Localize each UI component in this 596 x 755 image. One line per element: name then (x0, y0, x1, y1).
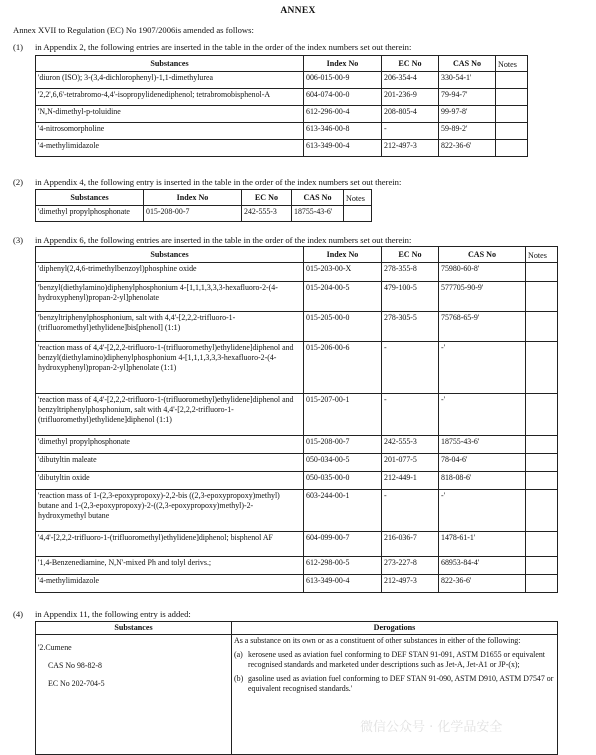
index-no-cell: 612-296-00-4 (304, 106, 382, 123)
table-header-row (36, 190, 372, 206)
table-row (36, 206, 372, 222)
index-no-cell: 613-349-00-4 (304, 575, 382, 593)
index-no-cell: 613-346-00-8 (304, 123, 382, 140)
section-3-heading (13, 235, 411, 245)
notes-cell (526, 575, 558, 593)
header-substances: Substances (36, 247, 304, 263)
notes-cell (526, 557, 558, 575)
notes-cell (526, 394, 558, 436)
derogation-label: (b) (234, 674, 244, 683)
index-no-cell: 603-244-00-1 (304, 490, 382, 532)
header-notes: Notes (344, 190, 372, 206)
ec-no-cell: - (382, 394, 439, 436)
table-row (36, 454, 558, 472)
cas-no-cell: 18755-43-6' (439, 436, 526, 454)
substance-cell: '4,4'-[2,2,2-trifluoro-1-(trifluoromethyl)ethylidene]diphenol; bisphenol AF (36, 532, 304, 557)
substance-cell: 'dibutyltin oxide (36, 472, 304, 490)
table-row (36, 557, 558, 575)
table-row (36, 490, 558, 532)
substance-cell: 'reaction mass of 4,4'-[2,2,2-trifluoro-1-(trifluoromethyl)ethylidene]diphenol and benzyl(diethylamino)diphenylphosphonium 4-[1,1,1,3,3,3-hexafluoro-2-(4-hydroxyphenyl)propan-2-yl]phenolate (1:1) (36, 342, 304, 394)
table-row (36, 532, 558, 557)
ec-no-cell: 242-555-3 (382, 436, 439, 454)
ec-no-cell: 208-805-4 (382, 106, 439, 123)
notes-cell (496, 72, 528, 89)
watermark-text: 微信公众号 · 化学品安全 (360, 720, 503, 735)
table-header-row (36, 247, 558, 263)
index-no-cell: 015-203-00-X (304, 263, 382, 282)
cas-no-cell: 818-08-6' (439, 472, 526, 490)
derogation-item-b (234, 674, 555, 694)
ec-no-cell: - (382, 123, 439, 140)
header-ec-no: EC No (382, 56, 439, 72)
index-no-cell: 006-015-00-9 (304, 72, 382, 89)
ec-no-cell: 479-100-5 (382, 282, 439, 312)
section-text: in Appendix 6, the following entries are inserted in the table in the order of the index numbers set out therein: (35, 235, 412, 245)
index-no-cell: 612-298-00-5 (304, 557, 382, 575)
index-no-cell: 050-035-00-0 (304, 472, 382, 490)
notes-cell (344, 206, 372, 222)
header-ec-no: EC No (382, 247, 439, 263)
substance-cell: 'dimethyl propylphosphonate (36, 436, 304, 454)
header-notes: Notes (496, 56, 528, 72)
table-row (36, 263, 558, 282)
table-header-row (36, 56, 528, 72)
table-row (36, 140, 528, 157)
substance-cell: 'dibutyltin maleate (36, 454, 304, 472)
cas-no-cell: 75768-65-9' (439, 312, 526, 342)
substance-cell: 'diphenyl(2,4,6-trimethylbenzoyl)phosphine oxide (36, 263, 304, 282)
cas-no-cell: 18755-43-6' (292, 206, 344, 222)
table-row (36, 342, 558, 394)
substance-cell: 'reaction mass of 1-(2,3-epoxypropoxy)-2,2-bis ((2,3-epoxypropoxy)methyl) butane and 1-(2,3-epoxypropoxy)-2-((2,3-epoxypropoxy)methyl)-2-hydroxymethyl butane (36, 490, 304, 532)
notes-cell (526, 282, 558, 312)
notes-cell (526, 436, 558, 454)
index-no-cell: 015-208-00-7 (304, 436, 382, 454)
ec-no-cell: 201-077-5 (382, 454, 439, 472)
index-no-cell: 604-099-00-7 (304, 532, 382, 557)
index-no-cell: 015-207-00-1 (304, 394, 382, 436)
cas-no-cell: 1478-61-1' (439, 532, 526, 557)
ec-no-cell: 212-497-3 (382, 575, 439, 593)
cas-no-cell: 330-54-1' (439, 72, 496, 89)
header-substances: Substances (36, 622, 232, 635)
notes-cell (496, 89, 528, 106)
substance-cell: '4-methylimidazole (36, 575, 304, 593)
section-number: (2) (13, 177, 24, 187)
cas-no-cell: 99-97-8' (439, 106, 496, 123)
cas-no-cell: 79-94-7' (439, 89, 496, 106)
table-row (36, 123, 528, 140)
header-notes: Notes (526, 247, 558, 263)
table-row (36, 635, 558, 755)
ec-no-cell: - (382, 342, 439, 394)
cumene-cell (36, 635, 232, 755)
header-derogations: Derogations (232, 622, 558, 635)
appendix-2-table (35, 55, 528, 157)
derogation-label: (a) (234, 650, 243, 659)
derogation-text: kerosene used as aviation fuel conforming to DEF STAN 91-091, ASTM D1655 or equivalent recognised standards and marketed under descriptions such as Jet-A, Jet-A1 or JP-(x); (248, 650, 545, 669)
header-cas-no: CAS No (439, 247, 526, 263)
table-row (36, 106, 528, 123)
section-text: in Appendix 4, the following entry is inserted in the table in the order of the index numbers set out therein: (35, 177, 402, 187)
notes-cell (526, 490, 558, 532)
intro-text: Annex XVII to Regulation (EC) No 1907/2006is amended as follows: (13, 25, 254, 35)
ec-no-cell: 273-227-8 (382, 557, 439, 575)
header-index-no: Index No (144, 190, 242, 206)
substance-cell: 'diuron (ISO); 3-(3,4-dichlorophenyl)-1,1-dimethylurea (36, 72, 304, 89)
ec-no-cell: 201-236-9 (382, 89, 439, 106)
index-no-cell: 050-034-00-5 (304, 454, 382, 472)
section-number: (1) (13, 42, 24, 52)
appendix-6-table (35, 246, 558, 593)
substance-cell: 'reaction mass of 4,4'-[2,2,2-trifluoro-1-(trifluoromethyl)ethylidene]diphenol and benzyltriphenylphosphonium, salt with 4,4'-[2,2,2-trifluoro-1-(trifluoromethyl)ethylidene]diphenol (1:1) (36, 394, 304, 436)
table-row (36, 575, 558, 593)
ec-no-cell: 216-036-7 (382, 532, 439, 557)
section-text: in Appendix 11, the following entry is added: (35, 609, 191, 619)
cas-no-cell: -' (439, 490, 526, 532)
header-substances: Substances (36, 56, 304, 72)
appendix-4-table (35, 189, 372, 222)
header-ec-no: EC No (242, 190, 292, 206)
index-no-cell: 015-204-00-5 (304, 282, 382, 312)
ec-no-cell: 206-354-4 (382, 72, 439, 89)
cas-no-cell: -' (439, 342, 526, 394)
header-cas-no: CAS No (439, 56, 496, 72)
cumene-name: '2.Cumene (38, 643, 72, 652)
ec-no-cell: 278-355-8 (382, 263, 439, 282)
substance-cell: '4-nitrosomorpholine (36, 123, 304, 140)
substance-cell: 'benzyltriphenylphosphonium, salt with 4,4'-[2,2,2-trifluoro-1-(trifluoromethyl)ethylidene]bis[phenol] (1:1) (36, 312, 304, 342)
cas-no-cell: 822-36-6' (439, 140, 496, 157)
notes-cell (526, 532, 558, 557)
table-row (36, 72, 528, 89)
ec-no-cell: 278-305-5 (382, 312, 439, 342)
section-2-heading (13, 177, 401, 187)
cas-no-cell: 78-04-6' (439, 454, 526, 472)
table-row (36, 312, 558, 342)
section-number: (3) (13, 235, 24, 245)
notes-cell (526, 342, 558, 394)
notes-cell (526, 312, 558, 342)
ec-no-cell: 212-497-3 (382, 140, 439, 157)
table-row (36, 282, 558, 312)
table-row (36, 394, 558, 436)
substance-cell: 'dimethyl propylphosphonate (36, 206, 144, 222)
derogation-text: gasoline used as aviation fuel conforming to DEF STAN 91-090, ASTM D910, ASTM D7547 or equivalent recognised standards.' (248, 674, 554, 693)
index-no-cell: 613-349-00-4 (304, 140, 382, 157)
notes-cell (496, 106, 528, 123)
table-row (36, 89, 528, 106)
table-row (36, 472, 558, 490)
substance-cell: '2,2',6,6'-tetrabromo-4,4'-isopropylidenediphenol; tetrabromobisphenol-A (36, 89, 304, 106)
cas-no-cell: 75980-60-8' (439, 263, 526, 282)
header-substances: Substances (36, 190, 144, 206)
section-number: (4) (13, 609, 24, 619)
notes-cell (526, 263, 558, 282)
table-row (36, 436, 558, 454)
header-index-no: Index No (304, 247, 382, 263)
substance-cell: 'benzyl(diethylamino)diphenylphosphonium 4-[1,1,1,3,3,3-hexafluoro-2-(4-hydroxyphenyl)propan-2-yl]phenolate (36, 282, 304, 312)
derogation-item-a (234, 650, 555, 670)
index-no-cell: 015-205-00-0 (304, 312, 382, 342)
section-1-heading (13, 42, 411, 52)
notes-cell (496, 140, 528, 157)
notes-cell (496, 123, 528, 140)
index-no-cell: 015-206-00-6 (304, 342, 382, 394)
notes-cell (526, 454, 558, 472)
section-text: in Appendix 2, the following entries are inserted in the table in the order of the index numbers set out therein: (35, 42, 412, 52)
cas-no-cell: 822-36-6' (439, 575, 526, 593)
substance-cell: '1,4-Benzenediamine, N,N'-mixed Ph and tolyl derivs.; (36, 557, 304, 575)
derogation-cell (232, 635, 558, 755)
cas-no-cell: 577705-90-9' (439, 282, 526, 312)
ec-no-cell: - (382, 490, 439, 532)
section-4-heading (13, 609, 191, 619)
cumene-cas: CAS No 98-82-8 (48, 661, 102, 670)
cas-no-cell: 68953-84-4' (439, 557, 526, 575)
cumene-ec: EC No 202-704-5 (48, 679, 105, 688)
ec-no-cell: 242-555-3 (242, 206, 292, 222)
header-cas-no: CAS No (292, 190, 344, 206)
substance-cell: '4-methylimidazole (36, 140, 304, 157)
cas-no-cell: 59-89-2' (439, 123, 496, 140)
index-no-cell: 015-208-00-7 (144, 206, 242, 222)
notes-cell (526, 472, 558, 490)
annex-title: ANNEX (280, 6, 316, 16)
index-no-cell: 604-074-00-0 (304, 89, 382, 106)
derogation-intro: As a substance on its own or as a constituent of other substances in either of the following: (234, 636, 521, 645)
header-index-no: Index No (304, 56, 382, 72)
table-header-row (36, 622, 558, 635)
cas-no-cell: -' (439, 394, 526, 436)
substance-cell: 'N,N-dimethyl-p-toluidine (36, 106, 304, 123)
ec-no-cell: 212-449-1 (382, 472, 439, 490)
